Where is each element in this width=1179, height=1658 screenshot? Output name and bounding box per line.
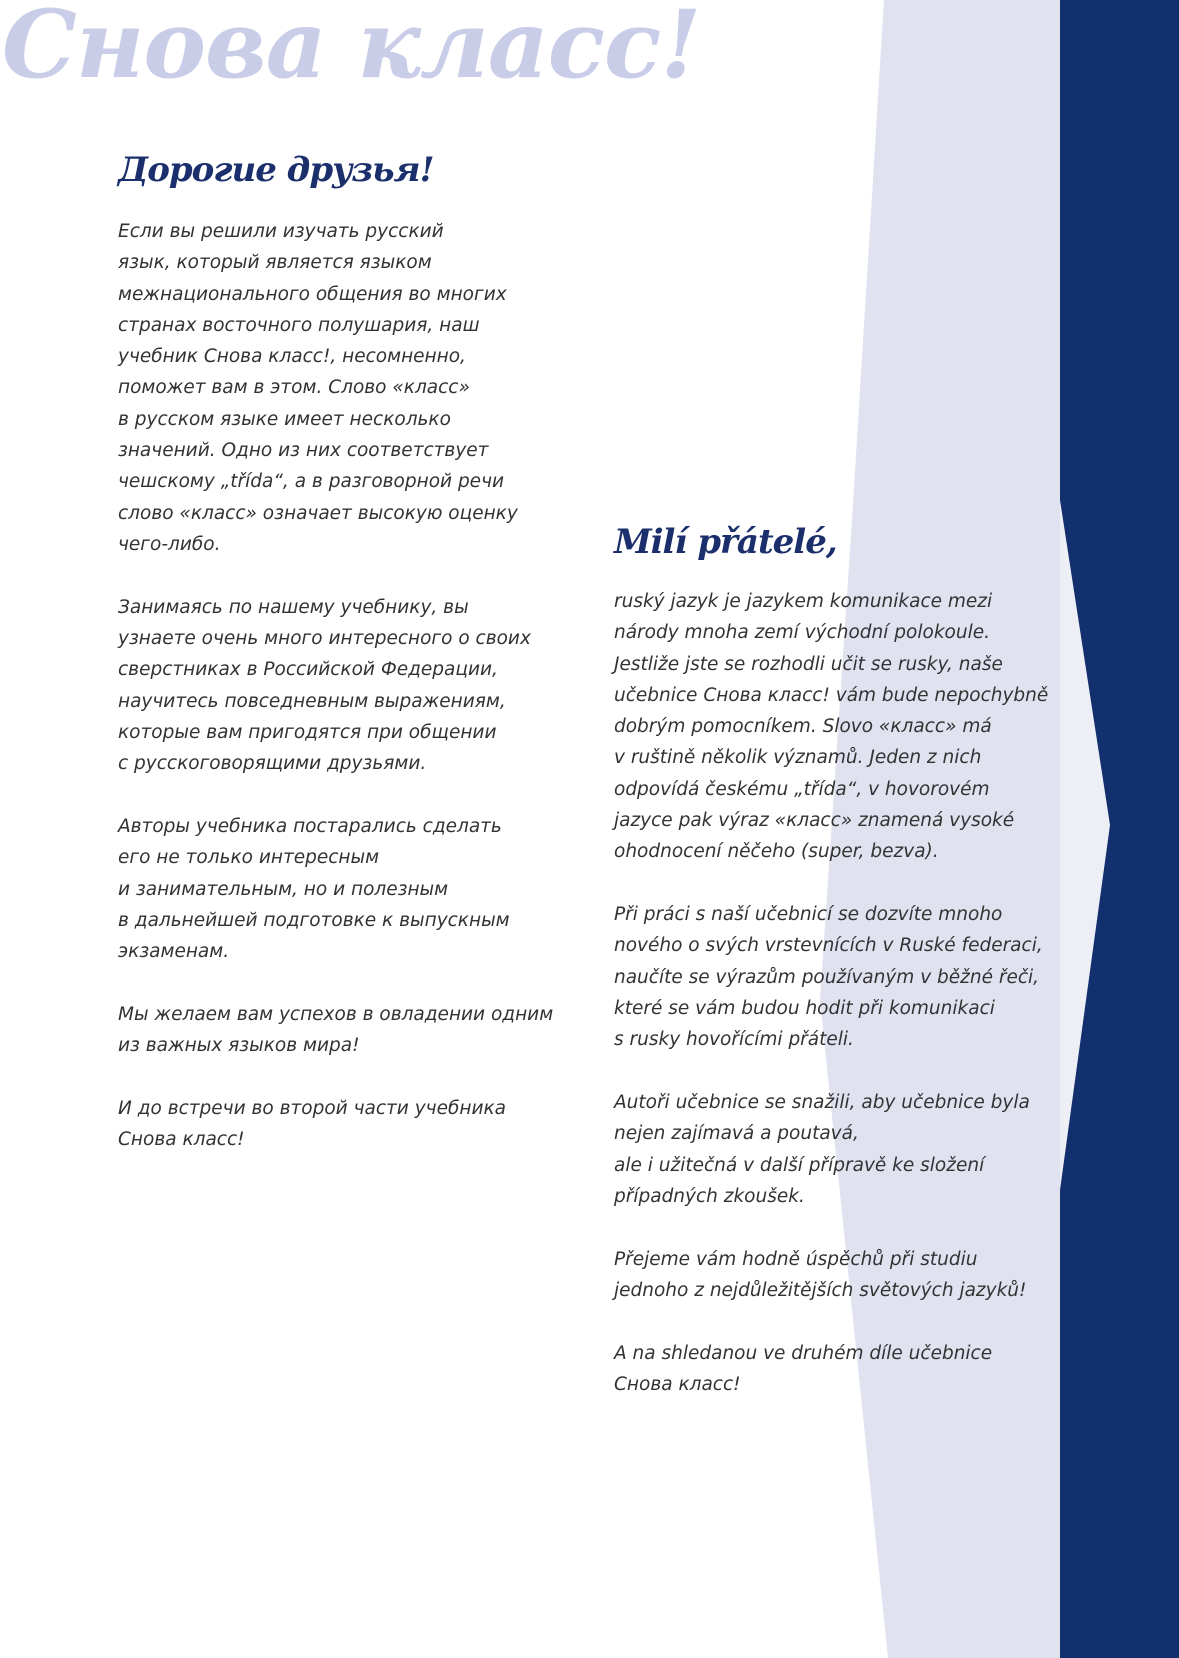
- text-line: učebnice Снова класс! vám bude nepochybně: [614, 684, 1049, 706]
- russian-heading: Дорогие друзья!: [118, 150, 434, 190]
- czech-heading: Milí přátelé,: [614, 522, 837, 562]
- text-line: его не только интересным: [118, 847, 380, 869]
- russian-paragraph: [118, 811, 588, 967]
- czech-paragraph: [614, 586, 1084, 868]
- czech-paragraph: [614, 899, 1084, 1055]
- russian-paragraph: [118, 592, 588, 780]
- text-line: v ruštině několik významů. Jeden z nich: [614, 747, 982, 769]
- text-line: которые вам пригодятся при общении: [118, 721, 497, 743]
- text-line: Мы желаем вам успехов в овладении одним: [118, 1004, 554, 1026]
- book-title: Снова класс!: [2, 0, 701, 100]
- text-line: ale i užitečná v další přípravě ke složení: [614, 1154, 985, 1176]
- text-line: A na shledanou ve druhém díle učebnice: [614, 1342, 993, 1364]
- text-line: с русскоговорящими друзьями.: [118, 753, 427, 775]
- text-line: в русском языке имеет несколько: [118, 408, 451, 430]
- text-line: учебник Снова класс!, несомненно,: [118, 346, 466, 368]
- text-line: экзаменам.: [118, 941, 230, 963]
- text-line: Авторы учебника постарались сделать: [118, 816, 502, 838]
- text-line: s rusky hovořícími přáteli.: [614, 1029, 854, 1051]
- text-line: Занимаясь по нашему учебнику, вы: [118, 596, 469, 618]
- text-line: které se vám budou hodit při komunikaci: [614, 998, 995, 1020]
- czech-paragraph: [614, 1087, 1084, 1212]
- text-line: Если вы решили изучать русский: [118, 221, 444, 242]
- text-line: слово «класс» означает высокую оценку: [118, 502, 518, 524]
- text-line: jednoho z nejdůležitějších světových jazyků!: [614, 1280, 1027, 1302]
- text-line: узнаете очень много интересного о своих: [118, 628, 531, 650]
- text-line: язык, который является языком: [118, 252, 432, 274]
- text-line: odpovídá českému „třída“, v hovorovém: [614, 778, 990, 800]
- text-line: národy mnoha zemí východní polokoule.: [614, 622, 990, 644]
- text-line: из важных языков мира!: [118, 1035, 360, 1057]
- text-line: значений. Одно из них соответствует: [118, 440, 489, 462]
- text-line: Jestliže jste se rozhodli učit se rusky, naše: [614, 653, 1003, 675]
- text-line: Autoři učebnice se snažili, aby učebnice byla: [614, 1092, 1030, 1114]
- text-line: и занимательным, но и полезным: [118, 878, 449, 900]
- text-line: Přejeme vám hodně úspěchů při studiu: [614, 1248, 978, 1270]
- text-line: И до встречи во второй части учебника: [118, 1098, 507, 1120]
- text-line: в дальнейшей подготовке к выпускным: [118, 909, 510, 931]
- text-line: научитесь повседневным выражениям,: [118, 690, 506, 712]
- text-line: сверстниках в Российской Федерации,: [118, 659, 498, 681]
- text-line: ruský jazyk je jazykem komunikace mezi: [614, 591, 993, 612]
- text-line: naučíte se výrazům používaným v běžné řeči,: [614, 966, 1040, 988]
- czech-paragraph: [614, 1338, 1084, 1401]
- czech-column: [614, 518, 1084, 1432]
- text-line: ohodnocení něčeho (super, bezva).: [614, 841, 939, 863]
- text-line: jazyce pak výraz «класс» znamená vysoké: [614, 810, 1015, 832]
- text-line: Снова класс!: [614, 1374, 741, 1396]
- text-line: dobrým pomocníkem. Slovo «класс» má: [614, 716, 992, 738]
- text-line: Při práci s naší učebnicí se dozvíte mnoho: [614, 904, 1003, 926]
- text-line: nového o svých vrstevnících v Ruské federaci,: [614, 935, 1043, 957]
- russian-paragraph: [118, 999, 588, 1062]
- text-line: nejen zajímavá a poutavá,: [614, 1123, 859, 1145]
- text-line: странах восточного полушария, наш: [118, 314, 480, 336]
- text-line: чешскому „třída“, а в разговорной речи: [118, 471, 505, 493]
- text-line: поможет вам в этом. Слово «класс»: [118, 377, 470, 399]
- text-line: межнационального общения во многих: [118, 283, 507, 305]
- text-line: Снова класс!: [118, 1129, 245, 1151]
- russian-column: [118, 146, 588, 1187]
- russian-paragraph: [118, 216, 588, 560]
- text-line: чего-либо.: [118, 533, 221, 555]
- russian-paragraph: [118, 1093, 588, 1156]
- text-line: případných zkoušek.: [614, 1186, 805, 1208]
- czech-paragraph: [614, 1244, 1084, 1307]
